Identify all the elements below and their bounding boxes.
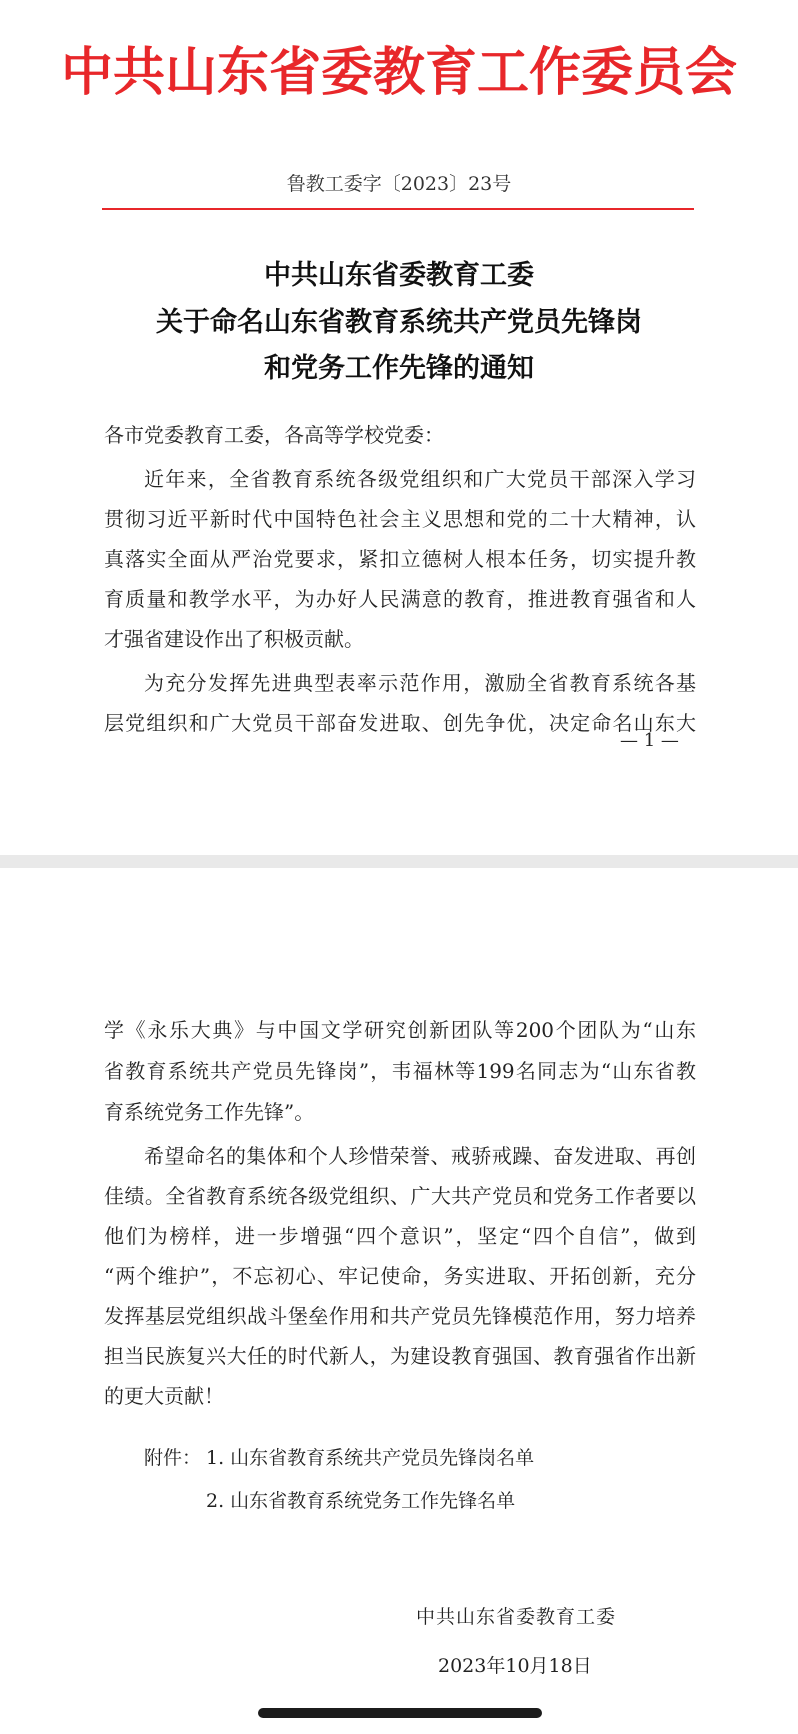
document-page-1 — [0, 0, 798, 855]
body-line: 担当民族复兴大任的时代新人，为建设教育强国、教育强省作出新 — [104, 1344, 696, 1368]
red-divider-line — [102, 208, 694, 210]
body-line: 真落实全面从严治党要求，紧扣立德树人根本任务，切实提升教 — [104, 547, 696, 571]
body-line: 层党组织和广大党员干部奋发进取、创先争优，决定命名山东大 — [104, 711, 696, 735]
home-indicator-bar[interactable] — [258, 1708, 542, 1718]
body-line: 佳绩。全省教育系统各级党组织、广大共产党员和党务工作者要以 — [104, 1184, 696, 1208]
notice-title-line-3: 和党务工作先锋的通知 — [264, 353, 534, 384]
body-line: 育质量和教学水平，为办好人民满意的教育，推进教育强省和人 — [104, 587, 696, 611]
signer-name: 中共山东省委教育工委 — [416, 1606, 617, 1628]
attachments-label: 附件： — [144, 1447, 202, 1469]
document-number: 鲁教工委字〔2023〕23号 — [286, 173, 512, 195]
signature-date: 2023年10月18日 — [438, 1655, 592, 1677]
body-line: 学《永乐大典》与中国文学研究创新团队等200个团队为“山东 — [104, 1018, 696, 1042]
letterhead-title: 中共山东省委教育工作委员会 — [60, 42, 737, 103]
body-line: 才强省建设作出了积极贡献。 — [104, 627, 364, 651]
attachment-item: 1. 山东省教育系统共产党员先锋岗名单 — [206, 1447, 535, 1469]
attachment-item: 2. 山东省教育系统党务工作先锋名单 — [206, 1490, 516, 1512]
body-line: 育系统党务工作先锋”。 — [104, 1100, 315, 1124]
notice-title-line-2: 关于命名山东省教育系统共产党员先锋岗 — [156, 307, 642, 338]
body-line: “两个维护”，不忘初心、牢记使命，务实进取、开拓创新，充分 — [104, 1264, 696, 1288]
body-line: 他们为榜样，进一步增强“四个意识”，坚定“四个自信”，做到 — [104, 1224, 696, 1248]
salutation: 各市党委教育工委，各高等学校党委： — [104, 423, 444, 447]
body-line: 希望命名的集体和个人珍惜荣誉、戒骄戒躁、奋发进取、再创 — [144, 1144, 696, 1168]
body-line: 近年来，全省教育系统各级党组织和广大党员干部深入学习 — [144, 467, 696, 491]
notice-title-line-1: 中共山东省委教育工委 — [264, 260, 534, 291]
body-line: 省教育系统共产党员先锋岗”，韦福林等199名同志为“山东省教 — [104, 1059, 696, 1083]
body-line: 贯彻习近平新时代中国特色社会主义思想和党的二十大精神，认 — [104, 507, 696, 531]
body-line: 为充分发挥先进典型表率示范作用，激励全省教育系统各基 — [144, 671, 696, 695]
page-number: — 1 — — [620, 730, 679, 751]
body-line: 发挥基层党组织战斗堡垒作用和共产党员先锋模范作用，努力培养 — [104, 1304, 696, 1328]
body-line: 的更大贡献！ — [104, 1384, 224, 1408]
